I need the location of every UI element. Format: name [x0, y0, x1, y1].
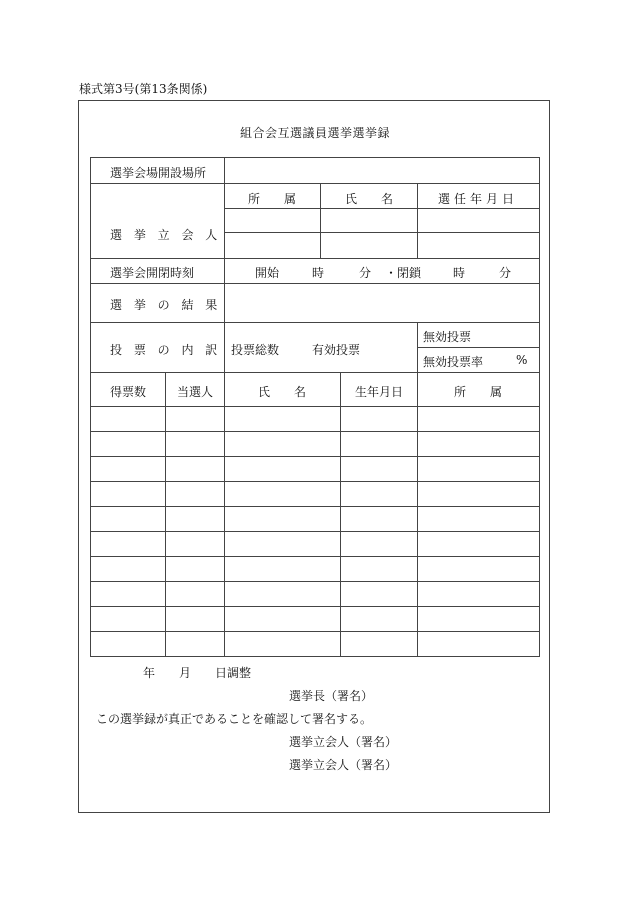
venue-label: 選挙会場開設場所: [110, 166, 207, 180]
elected-name-header: 氏 名: [257, 385, 307, 399]
open-minute-text: 分: [359, 266, 372, 280]
witness-label: 選 挙 立 会 人: [110, 228, 222, 242]
column-divider: [340, 372, 341, 656]
witness-signature-line-2: 選挙立会人（署名）: [289, 758, 398, 772]
percent-sign: %: [516, 353, 528, 367]
column-divider: [417, 322, 418, 372]
close-hour-text: 時: [453, 266, 466, 280]
total-votes-label: 投票総数: [231, 343, 280, 357]
form-number-label: 様式第3号(第13条関係): [79, 82, 208, 96]
table-row: [90, 406, 540, 407]
table-row: [90, 581, 540, 582]
table-left-border: [90, 157, 91, 657]
chief-signature-line: 選挙長（署名）: [289, 689, 374, 703]
elected-header: 当選人: [176, 385, 214, 399]
table-row: [90, 456, 540, 457]
column-divider: [417, 183, 418, 258]
open-start-text: 開始: [255, 266, 280, 280]
votes-count-header: 得票数: [109, 385, 147, 399]
table-row: [90, 431, 540, 432]
row-divider: [417, 347, 540, 348]
table-row: [90, 506, 540, 507]
column-divider: [224, 372, 225, 656]
witness-signature-line-1: 選挙立会人（署名）: [289, 735, 398, 749]
invalid-votes-label: 無効投票: [423, 330, 472, 344]
row-divider: [224, 232, 540, 233]
table-top-border: [90, 157, 540, 158]
table-row: [90, 631, 540, 632]
certification-text: この選挙録が真正であることを確認して署名する。: [96, 712, 373, 726]
breakdown-label: 投 票 の 内 訳: [110, 343, 222, 357]
table-bottom-border: [90, 656, 540, 657]
row-divider: [90, 258, 540, 259]
table-row: [90, 606, 540, 607]
table-row: [90, 481, 540, 482]
open-close-label: 選挙会開閉時刻: [110, 266, 195, 280]
column-divider: [320, 183, 321, 258]
label-column-divider: [224, 157, 225, 377]
row-divider: [90, 283, 540, 284]
appointed-date-header: 選任年月日: [437, 192, 519, 206]
column-divider: [165, 372, 166, 656]
date-line: 年 月 日調整: [143, 666, 252, 680]
birth-date-header: 生年月日: [354, 385, 404, 399]
table-row: [90, 531, 540, 532]
valid-votes-label: 有効投票: [312, 343, 361, 357]
row-divider: [90, 372, 540, 373]
result-label: 選 挙 の 結 果: [110, 298, 222, 312]
document-title: 組合会互選議員選挙選挙録: [239, 126, 390, 140]
invalid-rate-label: 無効投票率: [423, 355, 484, 369]
elected-affiliation-header: 所 属: [453, 385, 503, 399]
affiliation-header: 所 属: [247, 192, 297, 206]
table-row: [90, 556, 540, 557]
close-text: ・閉鎖: [385, 266, 422, 280]
row-divider: [224, 208, 540, 209]
name-header: 氏 名: [344, 192, 394, 206]
open-hour-text: 時: [312, 266, 325, 280]
column-divider: [417, 372, 418, 656]
row-divider: [90, 183, 540, 184]
close-minute-text: 分: [499, 266, 512, 280]
row-divider: [90, 322, 540, 323]
